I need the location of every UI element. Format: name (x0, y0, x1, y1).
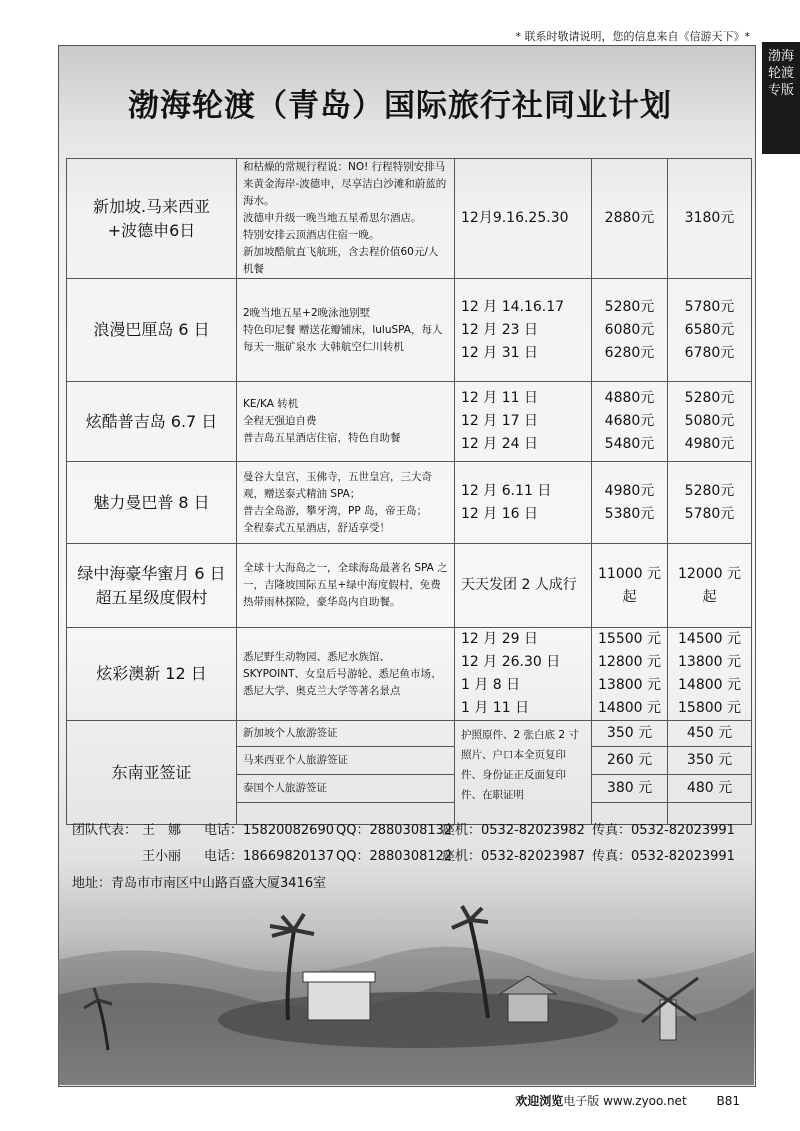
contact-row (72, 844, 735, 870)
visa-price: 480 元 (668, 775, 752, 803)
tour-price: 4980元 (684, 436, 735, 452)
footer-welcome: 欢迎浏览 (515, 1094, 564, 1108)
tour-price: 14800 元 (678, 677, 741, 693)
visa-name: 东南亚签证 (67, 721, 237, 825)
contact-phone[interactable]: 电话：15820082690 (204, 823, 334, 838)
tour-row (67, 628, 752, 721)
tour-name-cell (67, 628, 237, 721)
visa-item: 马来西亚个人旅游签证 (237, 747, 455, 775)
page-number: B81 (716, 1094, 740, 1108)
contact-landline[interactable]: 座机：0532-82023982 (442, 823, 585, 838)
tour-price: 6280元 (604, 344, 655, 361)
tour-price: 6780元 (684, 344, 735, 361)
tour-name: 浪漫巴厘岛 6 日 (93, 320, 210, 339)
tour-row (67, 159, 752, 279)
tour-price: 起 (702, 588, 717, 605)
tour-desc-cell (237, 279, 455, 382)
tour-price-b-cell (668, 279, 752, 382)
tour-name: 炫彩澳新 12 日 (96, 664, 207, 683)
tour-desc: 和枯燥的常规行程说：NO! 行程特别安排马来黄金海岸-波德申，尽享洁白沙滩和蔚蓝的海水。 (243, 161, 447, 207)
tour-name: 超五星级度假村 (95, 587, 208, 607)
tour-row (67, 382, 752, 462)
tour-price: 13800 元 (598, 677, 661, 693)
tour-price-b-cell (668, 382, 752, 462)
tour-price-a-cell (592, 544, 668, 628)
visa-price: 350 元 (668, 747, 752, 775)
tour-row (67, 462, 752, 544)
tour-desc: 特色印尼餐 赠送花瓣铺床，luluSPA，每人 (243, 323, 443, 336)
contact-name: 王 娜 (142, 823, 182, 838)
tour-price: 13800 元 (678, 654, 741, 670)
contact-fax[interactable]: 传真：0532-82023991 (592, 849, 735, 864)
tour-price: 5780元 (684, 505, 735, 522)
tour-price: 14800 元 (598, 700, 661, 716)
tour-desc-cell (237, 628, 455, 721)
tour-price-b-cell (668, 544, 752, 628)
visa-price: 350 元 (592, 721, 668, 747)
tour-price: 12800 元 (598, 654, 661, 670)
tour-price: 5280元 (684, 390, 735, 406)
contact-name: 王小丽 (142, 849, 182, 864)
tour-price: 起 (622, 588, 637, 605)
tour-price-a-cell (592, 279, 668, 382)
tour-desc: KE/KA 转机 (243, 398, 299, 410)
page-title: 渤海轮渡（青岛）国际旅行社同业计划 (128, 88, 672, 124)
tour-desc: 悉尼野生动物园、悉尼水族馆、SKYPOINT、女皇后号游轮、悉尼鱼市场、悉尼大学、奥克兰大学等著名景点 (243, 650, 442, 697)
tour-name: +波德申6日 (107, 220, 196, 240)
tour-name: 炫酷普吉岛 6.7 日 (85, 411, 218, 431)
tour-date: 12月9.16.25.30 (461, 210, 569, 226)
tour-name-cell (67, 159, 237, 279)
tour-price: 12000 元 (678, 565, 741, 582)
tour-name-cell (67, 382, 237, 462)
tour-desc-cell (237, 462, 455, 544)
tour-dates-cell (455, 382, 592, 462)
tour-dates-cell (455, 462, 592, 544)
tour-price: 4880元 (604, 390, 655, 406)
tour-price-b-cell (668, 462, 752, 544)
tour-name: 新加坡.马来西亚 (92, 196, 211, 216)
contact-phone[interactable]: 电话：18669820137 (204, 849, 334, 864)
contact-label: 团队代表： (72, 823, 138, 838)
tour-row (67, 544, 752, 628)
tour-dates-cell (455, 544, 592, 628)
visa-item: 泰国个人旅游签证 (237, 775, 455, 803)
contacts (72, 818, 735, 870)
tour-price: 6580元 (684, 321, 735, 338)
tour-date: 12 月 11 日 (461, 390, 538, 406)
visa-item: 新加坡个人旅游签证 (237, 721, 455, 747)
tour-price-b-cell (668, 628, 752, 721)
side-tab-line: 专版 (767, 83, 794, 98)
tour-price: 3180元 (684, 210, 735, 226)
beach-illustration (58, 900, 754, 1085)
contact-row (72, 818, 735, 844)
tour-price: 5280元 (604, 298, 655, 315)
tour-desc: 全程泰式五星酒店，舒适享受！ (243, 521, 390, 534)
address: 地址：青岛市市南区中山路百盛大厦3416室 (72, 876, 327, 891)
tour-name: 魅力曼巴普 8 日 (93, 492, 210, 512)
tour-desc-cell (237, 544, 455, 628)
tour-desc: 曼谷大皇宫，玉佛寺，五世皇宫，三大奇观，赠送泰式精油 SPA； (243, 470, 432, 500)
tour-price: 11000 元 (598, 565, 661, 582)
tour-price-a-cell (592, 159, 668, 279)
tour-date: 12 月 26.30 日 (461, 654, 561, 670)
tour-price: 4680元 (604, 413, 655, 429)
tour-price: 5780元 (684, 298, 735, 315)
tour-desc: 普吉岛五星酒店住宿，特色自助餐 (243, 432, 401, 444)
contact-fax[interactable]: 传真：0532-82023991 (592, 823, 735, 838)
contact-qq[interactable]: QQ：2880308122 (336, 849, 453, 864)
tour-price-b-cell (668, 159, 752, 279)
tour-price: 5480元 (604, 436, 655, 452)
tour-desc: 每天一瓶矿泉水 大韩航空仁川转机 (243, 340, 404, 353)
side-tab-line: 渤海 (767, 49, 794, 64)
tour-row (67, 279, 752, 382)
tour-name: 绿中海豪华蜜月 6 日 (77, 563, 226, 583)
tour-date: 1 月 8 日 (461, 677, 521, 693)
tour-dates-cell (455, 279, 592, 382)
footer-edition[interactable]: 电子版 www.zyoo.net (563, 1094, 687, 1108)
tour-price: 5080元 (684, 413, 735, 429)
footer (515, 1092, 740, 1109)
tour-date: 12 月 29 日 (461, 631, 538, 647)
tour-date: 12 月 24 日 (461, 436, 538, 452)
tour-date: 12 月 31 日 (461, 344, 538, 361)
tour-date: 1 月 11 日 (461, 700, 530, 716)
tour-desc: 波德申升级一晚当地五星希思尔酒店。 (243, 212, 422, 224)
tour-desc: 全球十大海岛之一，全球海岛最著名 SPA 之一，吉隆坡国际五星+绿中海度假村，免费热带雨林探险，豪华岛内自助餐。 (243, 562, 448, 608)
tour-name-cell (67, 279, 237, 382)
tour-date: 天天发团 2 人成行 (461, 577, 577, 593)
visa-row (67, 721, 752, 747)
tour-desc-cell (237, 159, 455, 279)
tour-price-a-cell (592, 628, 668, 721)
tour-price: 4980元 (604, 482, 655, 499)
source-note: * 联系时敬请说明，您的信息来自《信游天下》* (515, 30, 750, 43)
contact-landline[interactable]: 座机：0532-82023987 (442, 849, 585, 864)
tour-price: 15500 元 (598, 631, 661, 647)
visa-requirements: 护照原件、2 张白底 2 寸照片、户口本全页复印件、身份证正反面复印件、在职证明 (455, 721, 592, 825)
tour-price: 14500 元 (678, 631, 741, 647)
tour-desc: 普吉全岛游，攀牙湾，PP 岛，帝王岛； (243, 504, 428, 517)
tour-name-cell (67, 544, 237, 628)
tour-price-a-cell (592, 382, 668, 462)
tour-desc: 新加坡酷航直飞航班，含去程价值60元/人机餐 (243, 246, 439, 275)
side-tab-line: 轮渡 (767, 66, 794, 81)
tour-date: 12 月 6.11 日 (461, 482, 552, 499)
tour-desc: 全程无强迫自费 (243, 415, 317, 427)
tour-desc-cell (237, 382, 455, 462)
tour-date: 12 月 17 日 (461, 413, 538, 429)
tour-price: 5380元 (604, 505, 655, 522)
tour-price: 5280元 (684, 482, 735, 499)
tour-name-cell (67, 462, 237, 544)
tour-desc: 特别安排云顶酒店住宿一晚。 (243, 229, 380, 241)
tour-price: 15800 元 (678, 700, 741, 716)
visa-price: 380 元 (592, 775, 668, 803)
tour-price: 2880元 (604, 210, 655, 226)
tour-price-a-cell (592, 462, 668, 544)
tour-date: 12 月 14.16.17 (461, 298, 565, 315)
tour-date: 12 月 16 日 (461, 505, 538, 522)
contact-qq[interactable]: QQ：2880308132 (336, 823, 453, 838)
visa-price: 260 元 (592, 747, 668, 775)
tour-dates-cell (455, 628, 592, 721)
tour-desc: 2晚当地五星+2晚泳池别墅 (243, 306, 371, 319)
tour-dates-cell (455, 159, 592, 279)
tour-table (66, 158, 752, 825)
tour-price: 6080元 (604, 321, 655, 338)
visa-price: 450 元 (668, 721, 752, 747)
tour-date: 12 月 23 日 (461, 321, 538, 338)
